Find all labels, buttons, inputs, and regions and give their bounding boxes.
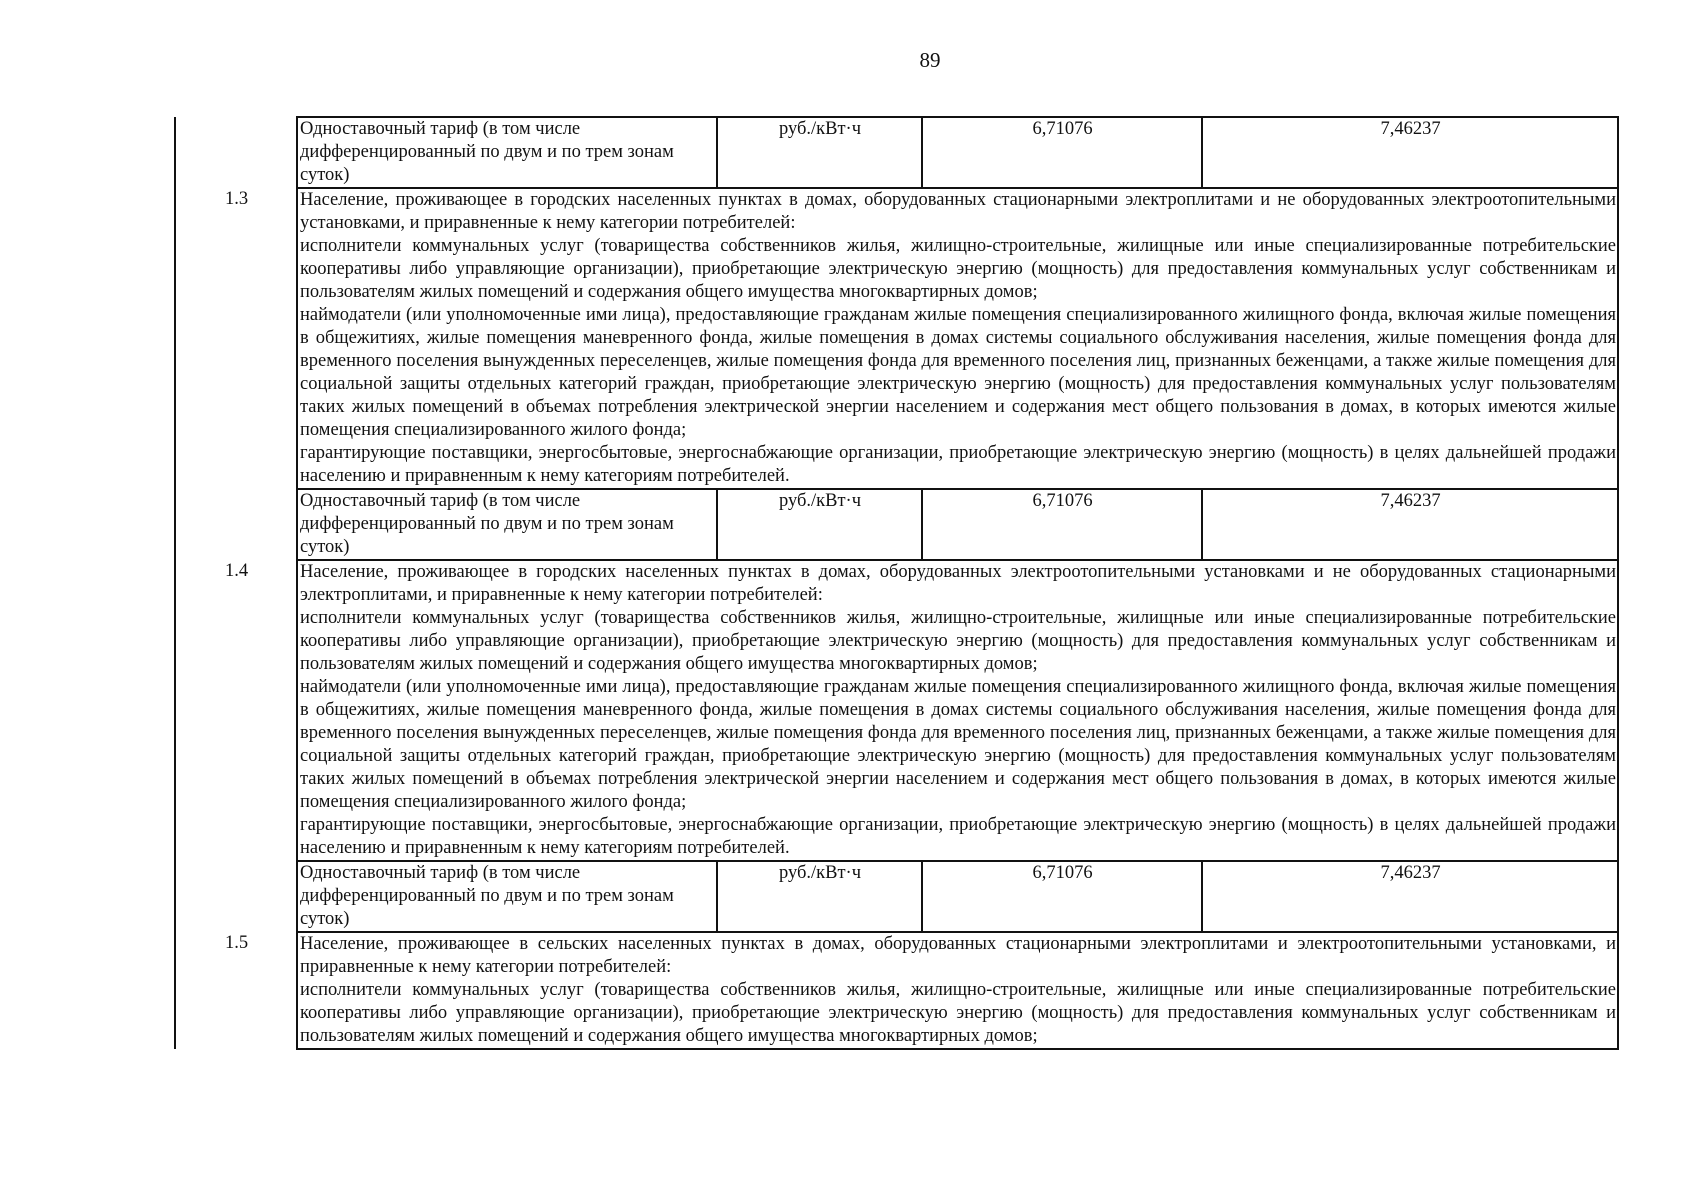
category-paragraph: Население, проживающее в городских населенных пунктах в домах, оборудованных стационарными электроплитами и не оборудованных электроотопительными установками, и приравненные к нему категории потребителей: (300, 190, 1616, 233)
tariff-value-2: 7,46237 (1202, 489, 1618, 560)
category-description (297, 188, 1618, 489)
table-row-tariff (175, 861, 1618, 932)
category-description (297, 560, 1618, 861)
table-row-tariff (175, 117, 1618, 188)
row-number (175, 117, 297, 188)
table-row-tariff (175, 489, 1618, 560)
row-number: 1.3 (175, 188, 297, 489)
category-paragraph: гарантирующие поставщики, энергосбытовые, энергоснабжающие организации, приобретающие электрическую энергию (мощность) в целях дальнейшей продажи населению и приравненным к нему категориям потребителей. (300, 443, 1616, 486)
tariff-name: Одноставочный тариф (в том числе дифференцированный по двум и по трем зонам суток) (297, 489, 717, 560)
category-paragraph: исполнители коммунальных услуг (товарищества собственников жилья, жилищно-строительные, жилищные или иные специализированные потребительские кооперативы либо управляющие организации), приобретающие электрическую энергию (мощность) для предоставления коммунальных услуг собственникам и пользователям жилых помещений и содержания общего имущества многоквартирных домов; (300, 236, 1616, 302)
category-paragraph: Население, проживающее в городских населенных пунктах в домах, оборудованных электроотопительными установками и не оборудованных стационарными электроплитами, и приравненные к нему категории потребителей: (300, 562, 1616, 605)
table-row-category-1-4 (175, 560, 1618, 861)
category-paragraph: наймодатели (или уполномоченные ими лица), предоставляющие гражданам жилые помещения специализированного жилищного фонда, включая жилые помещения в общежитиях, жилые помещения маневренного фонда, жилые помещения в домах системы социального обслуживания населения, жилые помещения фонда для временного поселения вынужденных переселенцев, жилые помещения фонда для временного поселения лиц, признанных беженцами, а также жилые помещения для социальной защиты отдельных категорий граждан, приобретающие электрическую энергию (мощность) для предоставления коммунальных услуг пользователям таких жилых помещений в объемах потребления электрической энергии населением и содержания мест общего пользования в домах, в которых имеются жилые помещения специализированного жилого фонда; (300, 677, 1616, 812)
row-number: 1.4 (175, 560, 297, 861)
tariff-unit: руб./кВт·ч (717, 489, 922, 560)
tariff-name: Одноставочный тариф (в том числе дифференцированный по двум и по трем зонам суток) (297, 861, 717, 932)
table-row-category-1-3 (175, 188, 1618, 489)
tariff-unit: руб./кВт·ч (717, 861, 922, 932)
row-number (175, 489, 297, 560)
category-paragraph: наймодатели (или уполномоченные ими лица), предоставляющие гражданам жилые помещения специализированного жилищного фонда, включая жилые помещения в общежитиях, жилые помещения маневренного фонда, жилые помещения в домах системы социального обслуживания населения, жилые помещения фонда для временного поселения вынужденных переселенцев, жилые помещения фонда для временного поселения лиц, признанных беженцами, а также жилые помещения для социальной защиты отдельных категорий граждан, приобретающие электрическую энергию (мощность) для предоставления коммунальных услуг пользователям таких жилых помещений в объемах потребления электрической энергии населением и содержания мест общего пользования в домах, в которых имеются жилые помещения специализированного жилого фонда; (300, 305, 1616, 440)
tariff-table (174, 116, 1619, 1050)
tariff-name: Одноставочный тариф (в том числе дифференцированный по двум и по трем зонам суток) (297, 117, 717, 188)
table-row-category-1-5 (175, 932, 1618, 1049)
category-paragraph: исполнители коммунальных услуг (товарищества собственников жилья, жилищно-строительные, жилищные или иные специализированные потребительские кооперативы либо управляющие организации), приобретающие электрическую энергию (мощность) для предоставления коммунальных услуг собственникам и пользователям жилых помещений и содержания общего имущества многоквартирных домов; (300, 608, 1616, 674)
category-paragraph: исполнители коммунальных услуг (товарищества собственников жилья, жилищно-строительные, жилищные или иные специализированные потребительские кооперативы либо управляющие организации), приобретающие электрическую энергию (мощность) для предоставления коммунальных услуг собственникам и пользователям жилых помещений и содержания общего имущества многоквартирных домов; (300, 980, 1616, 1046)
tariff-unit: руб./кВт·ч (717, 117, 922, 188)
page-number: 89 (919, 48, 941, 72)
tariff-value-1: 6,71076 (922, 117, 1202, 188)
tariff-value-2: 7,46237 (1202, 117, 1618, 188)
category-description (297, 932, 1618, 1049)
row-number (175, 861, 297, 932)
category-paragraph: Население, проживающее в сельских населенных пунктах в домах, оборудованных стационарными электроплитами и электроотопительными установками, и приравненные к нему категории потребителей: (300, 934, 1616, 977)
tariff-value-1: 6,71076 (922, 861, 1202, 932)
tariff-value-2: 7,46237 (1202, 861, 1618, 932)
category-paragraph: гарантирующие поставщики, энергосбытовые, энергоснабжающие организации, приобретающие электрическую энергию (мощность) в целях дальнейшей продажи населению и приравненным к нему категориям потребителей. (300, 815, 1616, 858)
row-number: 1.5 (175, 932, 297, 1049)
tariff-value-1: 6,71076 (922, 489, 1202, 560)
